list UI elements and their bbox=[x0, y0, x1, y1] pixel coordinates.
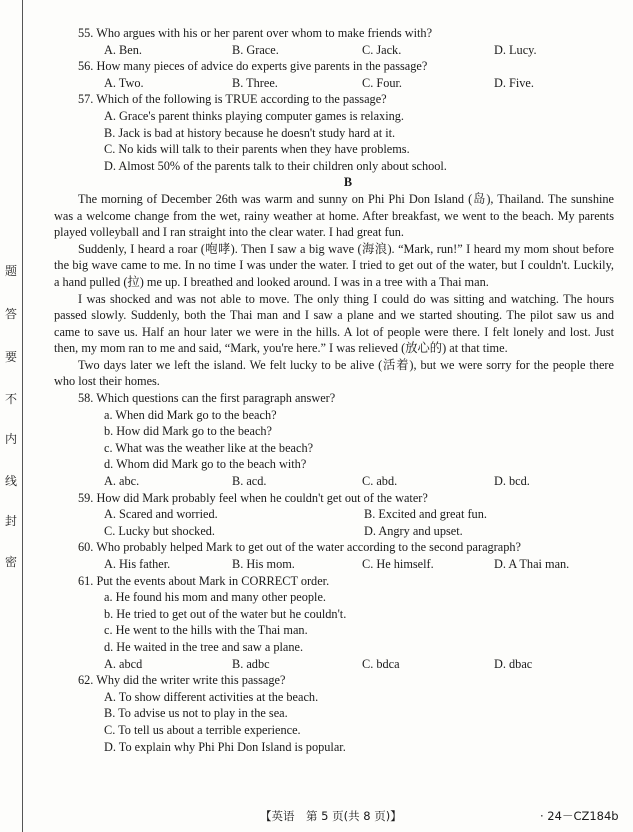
question-60-stem: 60. Who probably helped Mark to get out of the water according to the second paragraph? bbox=[78, 540, 521, 555]
exam-code: · 24－CZ184b bbox=[540, 809, 619, 823]
passage-paragraph: Two days later we left the island. We felt lucky to be alive (活着), but we were sorry for the people there who lost their homes. bbox=[54, 357, 614, 389]
option: D. Almost 50% of the parents talk to their children only about school. bbox=[104, 158, 447, 173]
option: B. Excited and great fun. bbox=[364, 507, 487, 522]
question-58-options bbox=[78, 473, 618, 490]
option: A. To show different activities at the beach. bbox=[104, 689, 319, 704]
option: B. acd. bbox=[232, 474, 267, 489]
option: C. To tell us about a terrible experience. bbox=[104, 722, 301, 737]
option: A. abc. bbox=[104, 474, 140, 489]
margin-char: 题 bbox=[4, 264, 17, 278]
passage-paragraph: The morning of December 26th was warm and sunny on Phi Phi Don Island (岛), Thailand. The sunshine was a welcome change from the wet, rainy weather at home. After breakfast, we went to the beach. My parents played volleyball and I ran straight into the clear water. I had great fun. bbox=[54, 191, 614, 240]
option: C. Jack. bbox=[362, 42, 402, 57]
question-58-stem: 58. Which questions can the first paragraph answer? bbox=[78, 391, 336, 406]
option: D. bcd. bbox=[494, 474, 530, 489]
option: D. dbac bbox=[494, 656, 533, 671]
sub-item: a. When did Mark go to the beach? bbox=[104, 407, 277, 422]
option: C. Four. bbox=[362, 75, 402, 90]
question-61-options bbox=[78, 656, 618, 673]
question-56-stem: 56. How many pieces of advice do experts give parents in the passage? bbox=[78, 59, 428, 74]
option: D. Five. bbox=[494, 75, 534, 90]
margin-char: 答 bbox=[4, 307, 17, 321]
option: A. Ben. bbox=[104, 42, 142, 57]
question-60-options bbox=[78, 556, 618, 573]
option: B. Three. bbox=[232, 75, 278, 90]
section-heading: B bbox=[343, 175, 353, 190]
question-57-stem: 57. Which of the following is TRUE according to the passage? bbox=[78, 92, 387, 107]
question-62-stem: 62. Why did the writer write this passage? bbox=[78, 673, 286, 688]
exam-content bbox=[54, 25, 618, 755]
question-59-options bbox=[78, 506, 618, 523]
margin-char: 封 bbox=[4, 514, 17, 528]
sub-item: b. He tried to get out of the water but he couldn't. bbox=[104, 606, 347, 621]
option: A. abcd bbox=[104, 656, 143, 671]
sub-item: d. Whom did Mark go to the beach with? bbox=[104, 457, 307, 472]
sub-item: c. He went to the hills with the Thai man. bbox=[104, 623, 308, 638]
option: B. Grace. bbox=[232, 42, 279, 57]
question-61-stem: 61. Put the events about Mark in CORRECT order. bbox=[78, 573, 330, 588]
margin-char: 不 bbox=[4, 392, 17, 406]
option: D. To explain why Phi Phi Don Island is popular. bbox=[104, 739, 346, 754]
margin-char: 内 bbox=[4, 432, 17, 446]
margin-char: 线 bbox=[4, 474, 17, 488]
option: C. abd. bbox=[362, 474, 398, 489]
sub-item: c. What was the weather like at the beach? bbox=[104, 440, 314, 455]
reading-passage bbox=[54, 191, 614, 390]
question-55-options bbox=[78, 42, 618, 59]
margin-char: 要 bbox=[4, 350, 17, 364]
option: D. Lucy. bbox=[494, 42, 537, 57]
page-number: 【英语 第 5 页(共 8 页)】 bbox=[260, 809, 402, 823]
margin-char: 密 bbox=[4, 555, 17, 569]
option: A. His father. bbox=[104, 557, 171, 571]
option: A. Two. bbox=[104, 75, 144, 90]
option: C. bdca bbox=[362, 656, 400, 671]
passage-paragraph: Suddenly, I heard a roar (咆哮). Then I saw a big wave (海浪). “Mark, run!” I heard my mom shout before the big wave came to me. In no time I was under the water. I tried to get out of the water, but I couldn't. Luckily, a hand pulled (拉) me up. I breathed and looked around. I was in a tree with a Thai man. bbox=[54, 241, 614, 289]
option: D. Angry and upset. bbox=[364, 523, 463, 538]
question-56-options bbox=[78, 75, 618, 92]
option: A. Scared and worried. bbox=[104, 507, 218, 522]
option: D. A Thai man. bbox=[494, 557, 570, 571]
option: B. Jack is bad at history because he doesn't study hard at it. bbox=[104, 125, 396, 140]
sub-item: b. How did Mark go to the beach? bbox=[104, 424, 273, 439]
question-59-stem: 59. How did Mark probably feel when he couldn't get out of the water? bbox=[78, 490, 428, 505]
option: C. He himself. bbox=[362, 557, 434, 571]
option: B. adbc bbox=[232, 656, 270, 671]
question-59-options bbox=[78, 523, 618, 540]
option: A. Grace's parent thinks playing computer games is relaxing. bbox=[104, 108, 404, 123]
question-55-stem: 55. Who argues with his or her parent over whom to make friends with? bbox=[78, 26, 433, 40]
binding-margin bbox=[0, 0, 22, 832]
option: B. His mom. bbox=[232, 557, 295, 571]
option: B. To advise us not to play in the sea. bbox=[104, 706, 288, 721]
sub-item: d. He waited in the tree and saw a plane. bbox=[104, 639, 304, 654]
option: C. No kids will talk to their parents when they have problems. bbox=[104, 142, 410, 157]
passage-paragraph: I was shocked and was not able to move. The only thing I could do was sitting and watching. The hours passed slowly. Suddenly, both the Thai man and I saw a plane and we started shouting. The pilot saw us and came to save us. Half an hour later we were in the hills. A lot of people were there. I felt lonely and lost. Just then, my mom ran to me and said, “Mark, you're here.” I was relieved (放心的) at that time. bbox=[54, 291, 614, 356]
option: C. Lucky but shocked. bbox=[104, 523, 215, 538]
sub-item: a. He found his mom and many other people. bbox=[104, 590, 326, 605]
